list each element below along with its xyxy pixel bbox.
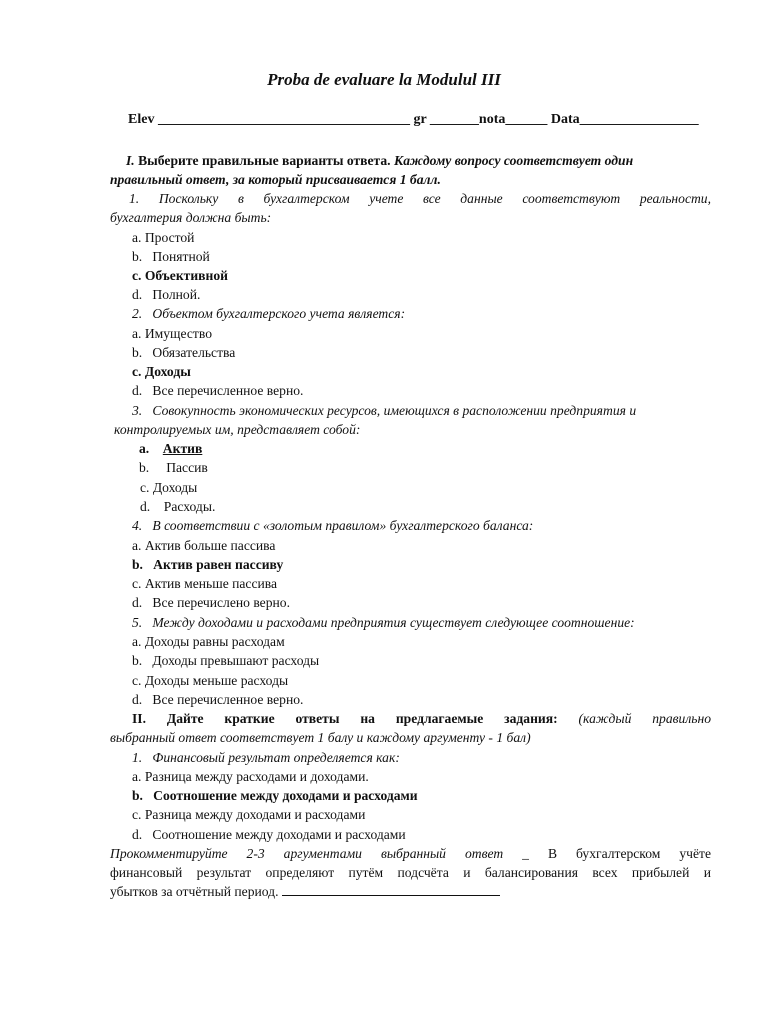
option-text: Все перечисленное верно.	[152, 383, 304, 398]
q1-question-cont: бухгалтерия должна быть:	[110, 210, 272, 225]
comment-answer-last: убытков за отчётный период.	[110, 884, 279, 899]
option-text: Актив меньше пассива	[144, 576, 278, 591]
q4-option-d	[132, 593, 290, 612]
option-marker: a.	[132, 634, 142, 649]
option-text: Доходы	[144, 364, 191, 379]
option-text: Актив равен пассиву	[153, 557, 284, 572]
option-marker: d.	[132, 692, 143, 707]
section2-instruction: (каждый правильно	[578, 711, 711, 726]
option-text: Полной.	[152, 287, 201, 302]
option-text: Все перечисленное верно.	[152, 692, 304, 707]
q2-option-d	[132, 381, 303, 400]
option-text: Разница между расходами и доходами.	[144, 769, 369, 784]
q5-text: Между доходами и расходами предприятия существует следующее соотношение:	[152, 615, 635, 630]
option-marker: a.	[139, 441, 150, 456]
option-text: Имущество	[144, 326, 212, 341]
comment-line	[110, 844, 711, 863]
section1-heading: Выберите правильные варианты ответа.	[138, 153, 391, 168]
q1-option-a	[132, 228, 194, 247]
q4-question	[132, 516, 533, 535]
q2-option-c-answer	[132, 362, 191, 381]
q5-option-b	[132, 651, 319, 670]
q1-text: Поскольку в бухгалтерском учете все данные соответствуют реальности,	[158, 191, 712, 206]
q6-question	[132, 748, 400, 767]
section2-number: II.	[132, 711, 146, 726]
q2-number: 2.	[132, 306, 143, 321]
q4-text: В соответствии с «золотым правилом» бухгалтерского баланса:	[152, 518, 534, 533]
option-marker: b.	[139, 460, 150, 475]
option-text: Объективной	[144, 268, 228, 283]
option-marker: d.	[132, 287, 143, 302]
q3-question	[132, 401, 636, 420]
option-marker: d.	[140, 499, 151, 514]
option-text: Простой	[144, 230, 195, 245]
option-marker: d.	[132, 595, 143, 610]
q3-option-b	[139, 458, 208, 477]
option-marker: b.	[132, 345, 143, 360]
section1-number: I.	[126, 153, 135, 168]
q5-option-d	[132, 690, 303, 709]
option-text: Доходы равны расходам	[144, 634, 285, 649]
q1-option-b	[132, 247, 210, 266]
comment-answer-end	[110, 882, 500, 901]
option-marker: d.	[132, 383, 143, 398]
option-text: Все перечислено верно.	[152, 595, 290, 610]
q3-option-a-answer	[139, 439, 202, 458]
option-marker: a.	[132, 326, 142, 341]
q4-option-c	[132, 574, 277, 593]
q5-option-a	[132, 632, 285, 651]
option-text: Разница между доходами и расходами	[144, 807, 366, 822]
option-text: Соотношение между доходами и расходами	[153, 788, 418, 803]
option-text: Доходы меньше расходы	[144, 673, 289, 688]
option-text: Пассив	[166, 460, 208, 475]
option-marker: b.	[132, 249, 143, 264]
q3-option-d	[140, 497, 215, 516]
q6-option-b-answer	[132, 786, 418, 805]
q3-option-c	[140, 478, 197, 497]
q3-number: 3.	[132, 403, 143, 418]
q4-option-b-answer	[132, 555, 283, 574]
option-marker: c.	[140, 480, 150, 495]
comment-prompt: Прокомментируйте 2-3 аргументами выбранный ответ	[110, 846, 504, 861]
option-marker: b.	[132, 653, 143, 668]
option-text: Понятной	[152, 249, 210, 264]
q2-option-b	[132, 343, 235, 362]
option-marker: c.	[132, 807, 142, 822]
option-marker: a.	[132, 769, 142, 784]
comment-answer: _ В бухгалтерском учёте	[522, 846, 711, 861]
q3-question-cont: контролируемых им, представляет собой:	[114, 422, 361, 437]
q6-option-c	[132, 805, 365, 824]
option-marker: c.	[132, 673, 142, 688]
q6-option-d	[132, 825, 406, 844]
option-marker: d.	[132, 827, 143, 842]
q2-option-a	[132, 324, 212, 343]
section1-instruction-cont: правильный ответ, за который присваивается 1 балл.	[110, 172, 441, 187]
student-info-line: Elev ____________________________________ gr _______nota______ Data_________________	[128, 112, 699, 127]
option-marker: a.	[132, 538, 142, 553]
option-marker: b.	[132, 557, 143, 572]
q4-option-a	[132, 536, 275, 555]
option-text: Актив	[162, 441, 203, 456]
option-text: Расходы.	[163, 499, 216, 514]
section2-line	[132, 709, 711, 728]
option-text: Актив больше пассива	[144, 538, 276, 553]
option-marker: c.	[132, 364, 142, 379]
q1-question	[129, 189, 711, 208]
option-marker: c.	[132, 576, 142, 591]
section1-line	[126, 151, 633, 170]
q1-number: 1.	[129, 191, 140, 206]
option-marker: b.	[132, 788, 143, 803]
q2-text: Объектом бухгалтерского учета является:	[152, 306, 406, 321]
q4-number: 4.	[132, 518, 143, 533]
q6-number: 1.	[132, 750, 143, 765]
q1-option-d	[132, 285, 200, 304]
option-text: Соотношение между доходами и расходами	[152, 827, 406, 842]
q5-question	[132, 613, 635, 632]
section2-instruction-cont: выбранный ответ соответствует 1 балу и каждому аргументу - 1 бал)	[110, 730, 531, 745]
q6-text: Финансовый результат определяется как:	[152, 750, 400, 765]
q5-option-c	[132, 671, 288, 690]
option-text: Доходы	[152, 480, 198, 495]
q6-option-a	[132, 767, 369, 786]
page-title: Proba de evaluare la Modulul III	[267, 70, 501, 89]
q3-text: Совокупность экономических ресурсов, имеющихся в расположении предприятия и	[152, 403, 637, 418]
q1-option-c-answer	[132, 266, 228, 285]
section1-instruction: Каждому вопросу соответствует один	[393, 153, 634, 168]
section2-heading: Дайте краткие ответы на предлагаемые задания:	[166, 711, 558, 726]
q2-question	[132, 304, 405, 323]
q5-number: 5.	[132, 615, 143, 630]
comment-answer-cont: финансовый результат определяют путём подсчёта и балансирования всех прибылей и	[110, 865, 711, 880]
option-marker: a.	[132, 230, 142, 245]
option-text: Обязательства	[152, 345, 236, 360]
option-marker: c.	[132, 268, 142, 283]
option-text: Доходы превышают расходы	[152, 653, 320, 668]
answer-blank-line	[282, 882, 500, 896]
